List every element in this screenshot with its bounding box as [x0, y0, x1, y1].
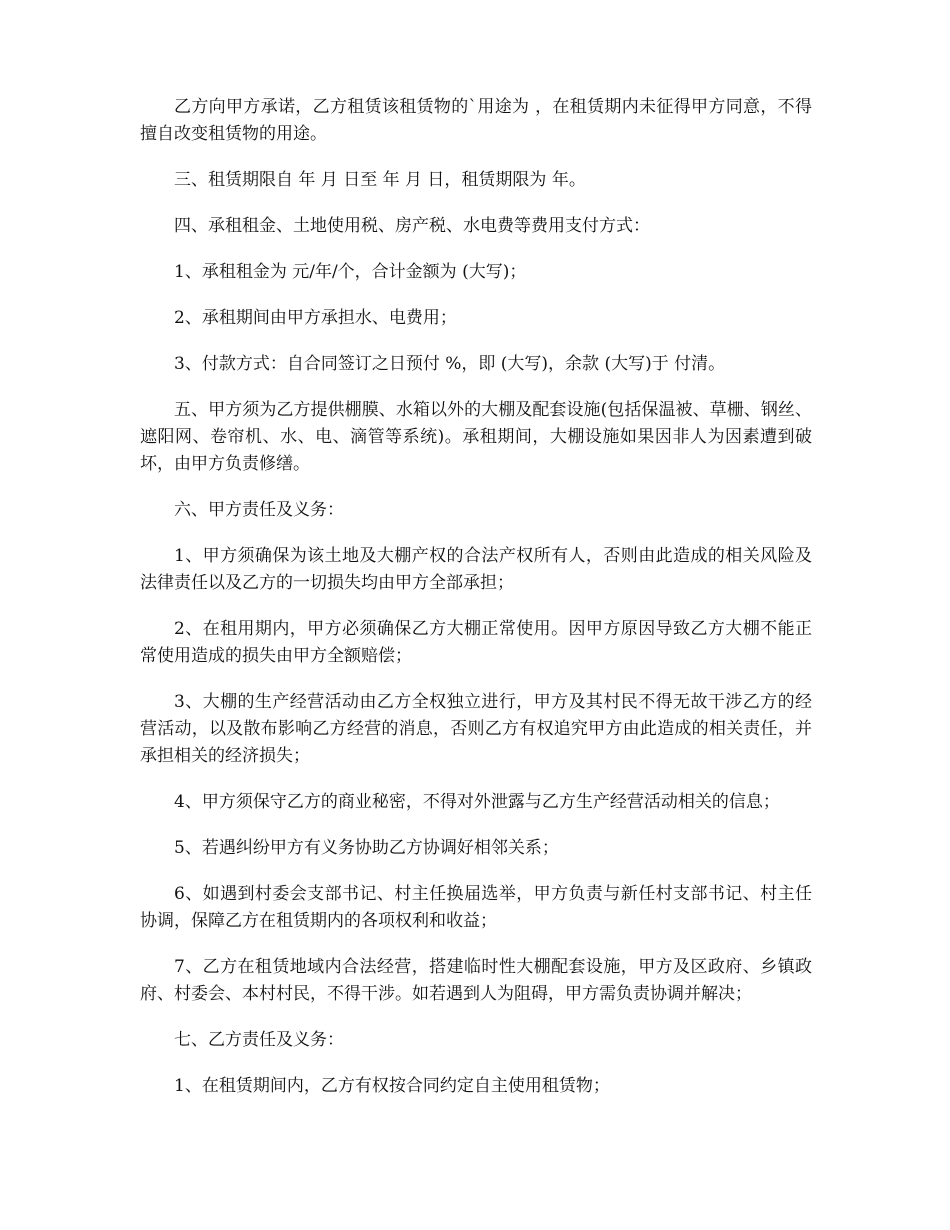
paragraph-party-a-item-4: 4、甲方须保守乙方的商业秘密，不得对外泄露与乙方生产经营活动相关的信息； [174, 792, 780, 812]
paragraph-party-a-item-2: 2、在租用期内，甲方必须确保乙方大棚正常使用。因甲方原因导致乙方大棚不能正常使用造成的损失由甲方全额赔偿； [140, 619, 812, 666]
section-heading-party-b: 七、乙方责任及义务： [174, 1030, 344, 1050]
paragraph-payment-heading: 四、承租租金、土地使用税、房产税、水电费等费用支付方式： [174, 216, 650, 236]
paragraph-party-a-item-3: 3、大棚的生产经营活动由乙方全权独立进行，甲方及其村民不得无故干涉乙方的经营活动，以及散布影响乙方经营的消息，否则乙方有权追究甲方由此造成的相关责任，并承担相关的经济损失； [140, 692, 812, 766]
paragraph-party-a-item-6: 6、如遇到村委会支部书记、村主任换届选举，甲方负责与新任村支部书记、村主任协调，保障乙方在租赁期内的各项权利和收益； [140, 884, 812, 931]
paragraph-lease-term: 三、租赁期限自 年 月 日至 年 月 日，租赁期限为 年。 [174, 170, 586, 190]
paragraph-facilities: 五、甲方须为乙方提供棚膜、水箱以外的大棚及配套设施(包括保温被、草栅、钢丝、遮阳网、卷帘机、水、电、滴管等系统)。承租期间，大棚设施如果因非人为因素遭到破坏，由甲方负责修缮。 [140, 400, 812, 474]
paragraph-rent-amount: 1、承租租金为 元/年/个，合计金额为 (大写)； [174, 262, 527, 282]
paragraph-usage-commitment: 乙方向甲方承诺，乙方租赁该租赁物的`用途为 ，在租赁期内未征得甲方同意，不得擅自改变租赁物的用途。 [140, 97, 812, 144]
paragraph-party-a-item-5: 5、若遇纠纷甲方有义务协助乙方协调好相邻关系； [174, 838, 559, 858]
section-heading-party-a: 六、甲方责任及义务： [174, 500, 344, 520]
document-body [140, 94, 812, 1119]
paragraph-party-b-item-1: 1、在租赁期间内，乙方有权按合同约定自主使用租赁物； [174, 1076, 610, 1096]
paragraph-utilities: 2、承租期间由甲方承担水、电费用； [174, 308, 457, 328]
paragraph-party-a-item-7: 7、乙方在租赁地域内合法经营，搭建临时性大棚配套设施，甲方及区政府、乡镇政府、村委会、本村村民，不得干涉。如若遇到人为阻碍，甲方需负责协调并解决； [140, 957, 812, 1004]
paragraph-payment-method: 3、付款方式：自合同签订之日预付 %，即 (大写)，余款 (大写)于 付清。 [174, 354, 726, 374]
paragraph-party-a-item-1: 1、甲方须确保为该土地及大棚产权的合法产权所有人，否则由此造成的相关风险及法律责任以及乙方的一切损失均由甲方全部承担； [140, 546, 812, 593]
